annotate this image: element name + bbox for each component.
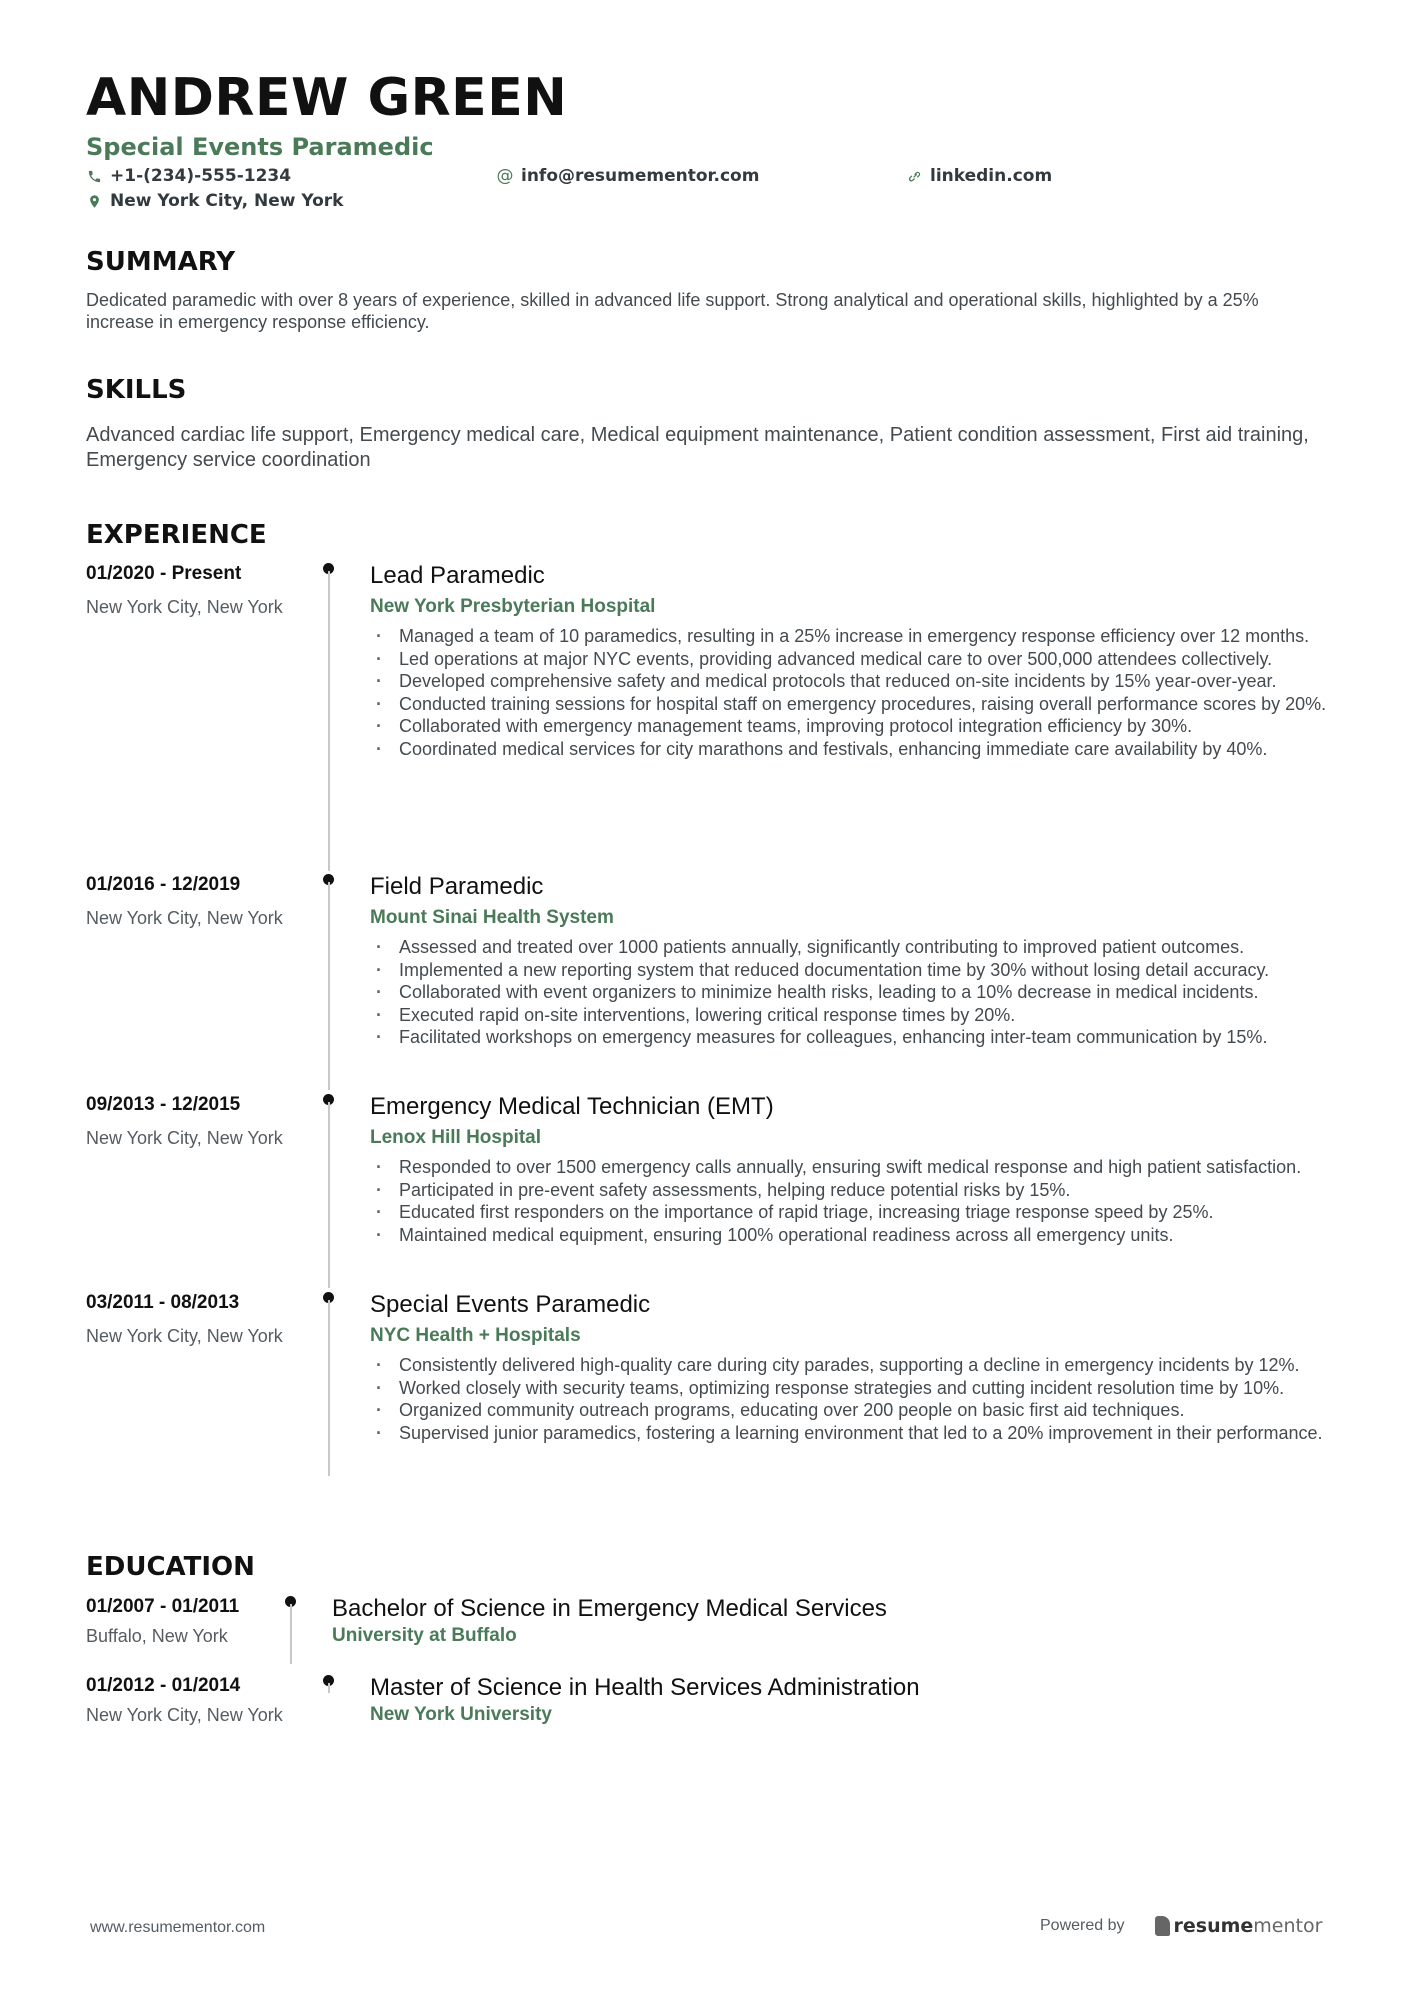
resumementor-logo-icon — [1155, 1916, 1170, 1936]
bullet-item: · Facilitated workshops on emergency measures for colleagues, enhancing inter-team communication by 15%. — [370, 1026, 1340, 1049]
brand-name-light: mentor — [1253, 1915, 1323, 1937]
bullet-list — [370, 936, 1340, 1049]
bullet-item: · Organized community outreach programs, educating over 200 people on basic first aid techniques. — [370, 1399, 1340, 1422]
entry-location: New York City, New York — [86, 1128, 283, 1148]
footer-website-link[interactable]: www.resumementor.com — [90, 1919, 266, 1936]
link-icon — [906, 168, 922, 184]
timeline-line — [290, 1604, 292, 1664]
company-name: New York Presbyterian Hospital — [370, 596, 656, 617]
bullet-item: · Collaborated with event organizers to minimize health risks, leading to a 10% decrease in medical incidents. — [370, 981, 1340, 1004]
bullet-item: · Implemented a new reporting system that reduced documentation time by 30% without losing detail accuracy. — [370, 959, 1340, 982]
footer-branding — [1040, 1915, 1322, 1937]
linkedin-text[interactable]: linkedin.com — [930, 166, 1053, 186]
timeline-line — [328, 1300, 330, 1476]
bullet-item: · Assessed and treated over 1000 patients annually, significantly contributing to improved patient outcomes. — [370, 936, 1340, 959]
job-title: Lead Paramedic — [370, 562, 545, 589]
bullet-item: · Collaborated with emergency management teams, improving protocol integration efficiency by 30%. — [370, 715, 1340, 738]
school-name: University at Buffalo — [332, 1625, 517, 1646]
timeline-line — [328, 1683, 330, 1693]
bullet-item: · Consistently delivered high-quality care during city parades, supporting a decline in emergency incidents by 12%. — [370, 1354, 1340, 1377]
summary-heading: SUMMARY — [86, 247, 236, 277]
candidate-role: Special Events Paramedic — [86, 133, 434, 161]
degree-title: Master of Science in Health Services Administration — [370, 1674, 920, 1701]
bullet-item: · Participated in pre-event safety assessments, helping reduce potential risks by 15%. — [370, 1179, 1340, 1202]
bullet-item: · Worked closely with security teams, optimizing response strategies and cutting incident resolution time by 10%. — [370, 1377, 1340, 1400]
summary-text: Dedicated paramedic with over 8 years of experience, skilled in advanced life support. Strong analytical and operational skills, highlighted by a 25% increase in emergency response efficiency. — [86, 290, 1259, 332]
contact-location — [86, 191, 343, 211]
bullet-list — [370, 1156, 1340, 1246]
skills-text: Advanced cardiac life support, Emergency medical care, Medical equipment maintenance, Patient condition assessment, First aid training, Emergency service coordination — [86, 424, 1309, 471]
bullet-item: · Supervised junior paramedics, fostering a learning environment that led to a 20% improvement in their performance. — [370, 1422, 1340, 1445]
brand-logo[interactable] — [1155, 1915, 1323, 1937]
entry-location: New York City, New York — [86, 597, 283, 617]
timeline-line — [328, 571, 330, 871]
job-title: Field Paramedic — [370, 873, 544, 900]
phone-text[interactable]: +1-(234)-555-1234 — [110, 166, 292, 186]
bullet-item: · Educated first responders on the importance of rapid triage, increasing triage response speed by 25%. — [370, 1201, 1340, 1224]
bullet-list — [370, 625, 1340, 760]
edu-location: Buffalo, New York — [86, 1626, 228, 1646]
bullet-item: · Led operations at major NYC events, providing advanced medical care to over 500,000 attendees collectively. — [370, 648, 1340, 671]
school-name: New York University — [370, 1704, 552, 1725]
bullet-list — [370, 1354, 1340, 1444]
bullet-item: · Conducted training sessions for hospital staff on emergency procedures, raising overall performance scores by 20%. — [370, 693, 1340, 716]
entry-location: New York City, New York — [86, 908, 283, 928]
edu-location: New York City, New York — [86, 1705, 283, 1725]
entry-date: 03/2011 - 08/2013 — [86, 1292, 240, 1313]
bullet-item: · Executed rapid on-site interventions, lowering critical response times by 20%. — [370, 1004, 1340, 1027]
bullet-item: · Coordinated medical services for city marathons and festivals, enhancing immediate care availability by 40%. — [370, 738, 1340, 761]
contact-email — [497, 166, 759, 186]
entry-date: 01/2016 - 12/2019 — [86, 874, 241, 895]
bullet-item: · Maintained medical equipment, ensuring 100% operational readiness across all emergency units. — [370, 1224, 1340, 1247]
email-text[interactable]: info@resumementor.com — [521, 166, 760, 186]
company-name: Mount Sinai Health System — [370, 907, 614, 928]
brand-name-bold: resume — [1173, 1915, 1254, 1937]
at-icon: @ — [496, 166, 514, 186]
candidate-name: ANDREW GREEN — [86, 68, 568, 128]
company-name: Lenox Hill Hospital — [370, 1127, 542, 1148]
contact-linkedin — [906, 166, 1052, 186]
entry-location: New York City, New York — [86, 1326, 283, 1346]
timeline-line — [328, 1102, 330, 1288]
entry-date: 09/2013 - 12/2015 — [86, 1094, 241, 1115]
edu-date: 01/2007 - 01/2011 — [86, 1596, 240, 1617]
skills-heading: SKILLS — [86, 375, 187, 405]
job-title: Special Events Paramedic — [370, 1291, 651, 1318]
education-heading: EDUCATION — [86, 1552, 255, 1582]
location-text: New York City, New York — [110, 191, 344, 211]
timeline-line — [328, 882, 330, 1090]
bullet-item: · Managed a team of 10 paramedics, resulting in a 25% increase in emergency response efficiency over 12 months. — [370, 625, 1340, 648]
job-title: Emergency Medical Technician (EMT) — [370, 1093, 774, 1120]
company-name: NYC Health + Hospitals — [370, 1325, 581, 1346]
experience-heading: EXPERIENCE — [86, 520, 267, 550]
degree-title: Bachelor of Science in Emergency Medical Services — [332, 1595, 887, 1622]
location-pin-icon — [86, 193, 102, 209]
bullet-item: · Developed comprehensive safety and medical protocols that reduced on-site incidents by 15% year-over-year. — [370, 670, 1340, 693]
bullet-item: · Responded to over 1500 emergency calls annually, ensuring swift medical response and high patient satisfaction. — [370, 1156, 1340, 1179]
entry-date: 01/2020 - Present — [86, 563, 242, 584]
edu-date: 01/2012 - 01/2014 — [86, 1675, 241, 1696]
powered-by-label: Powered by — [1040, 1917, 1125, 1934]
contact-phone — [86, 166, 291, 186]
phone-icon — [86, 168, 102, 184]
